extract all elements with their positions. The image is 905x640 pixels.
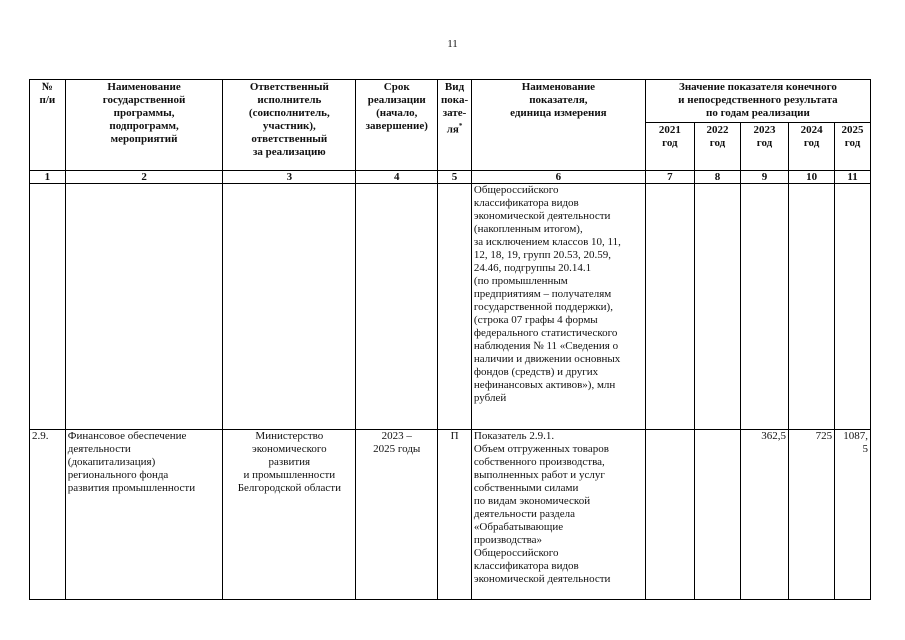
- row-executor: Министерство экономического развития и промышленности Белгородской области: [223, 430, 356, 600]
- column-number: 8: [694, 171, 740, 184]
- column-number: 1: [30, 171, 66, 184]
- column-number: 2: [65, 171, 223, 184]
- header-year-2022: 2022 год: [694, 123, 740, 171]
- header-indicator-name: Наименование показателя, единица измерения: [471, 80, 645, 171]
- header-num: № п/и: [30, 80, 66, 171]
- column-number: 10: [789, 171, 835, 184]
- column-number: 5: [438, 171, 472, 184]
- header-period: Срок реализации (начало, завершение): [356, 80, 438, 171]
- row-executor: [223, 184, 356, 430]
- row-indicator-name: Показатель 2.9.1. Объем отгруженных товаров собственного производства, выполненных работ и услуг собственными силами по видам экономической деятельности раздела «Обрабатывающие производства» Общероссийского классификатора видов экономической деятельности: [471, 430, 645, 600]
- row-indicator-type: П: [438, 430, 472, 600]
- row-value-2022: [694, 430, 740, 600]
- header-executor: Ответственный исполнитель (соисполнитель, участник), ответственный за реализацию: [223, 80, 356, 171]
- row-value-2022: [694, 184, 740, 430]
- page-number: 11: [447, 38, 458, 50]
- column-number: 4: [356, 171, 438, 184]
- table-row: [30, 430, 871, 600]
- row-value-2025: [835, 184, 871, 430]
- header-indicator-type-label: Вид пока- зате- ля: [440, 81, 469, 136]
- column-number: 9: [740, 171, 788, 184]
- row-value-2021: [645, 184, 694, 430]
- row-period: 2023 – 2025 годы: [356, 430, 438, 600]
- row-value-2021: [645, 430, 694, 600]
- column-number: 6: [471, 171, 645, 184]
- row-value-2024: [789, 184, 835, 430]
- header-year-2021: 2021 год: [645, 123, 694, 171]
- column-number: 3: [223, 171, 356, 184]
- header-year-2024: 2024 год: [789, 123, 835, 171]
- header-values-group: Значение показателя конечного и непосредственного результата по годам реализации: [645, 80, 870, 123]
- table-row: [30, 184, 871, 430]
- header-program-name: Наименование государственной программы, подпрограмм, мероприятий: [65, 80, 223, 171]
- row-program-name: Финансовое обеспечение деятельности (докапитализация) регионального фонда развития промышленности: [65, 430, 223, 600]
- row-value-2025: 1087, 5: [835, 430, 871, 600]
- indicators-table: [29, 79, 871, 600]
- row-num: [30, 184, 66, 430]
- row-value-2024: 725: [789, 430, 835, 600]
- header-indicator-type: [438, 80, 472, 171]
- row-period: [356, 184, 438, 430]
- column-number: 11: [835, 171, 871, 184]
- row-indicator-type: [438, 184, 472, 430]
- header-year-2025: 2025 год: [835, 123, 871, 171]
- column-number: 7: [645, 171, 694, 184]
- header-year-2023: 2023 год: [740, 123, 788, 171]
- header-indicator-type-mark: *: [458, 122, 463, 130]
- row-indicator-name: Общероссийского классификатора видов экономической деятельности (накопленным итогом), за исключением классов 10, 11, 12, 18, 19, групп 20.53, 20.59, 24.46, подгруппы 20.14.1 (по промышленным предприятиям – получателям государственной поддержки), (строка 07 графы 4 формы федерального статистического наблюдения № 11 «Сведения о наличии и движении основных фондов (средств) и других нефинансовых активов»), млн рублей: [471, 184, 645, 430]
- row-program-name: [65, 184, 223, 430]
- row-num: 2.9.: [30, 430, 66, 600]
- row-value-2023: [740, 184, 788, 430]
- row-value-2023: 362,5: [740, 430, 788, 600]
